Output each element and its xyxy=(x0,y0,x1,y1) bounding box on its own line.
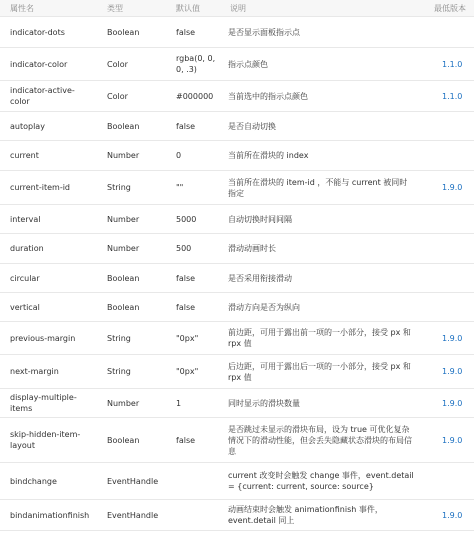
cell-default: false xyxy=(166,418,220,463)
cell-type: Boolean xyxy=(97,264,166,293)
header-description: 说明 xyxy=(220,0,418,17)
cell-min-version xyxy=(418,205,474,234)
cell-min-version: 1.1.0 xyxy=(418,81,474,112)
table-row xyxy=(0,205,474,234)
cell-name: vertical xyxy=(0,293,97,322)
cell-default xyxy=(166,500,220,531)
cell-min-version: 1.9.0 xyxy=(418,171,474,205)
table-body xyxy=(0,17,474,531)
cell-name: bindchange xyxy=(0,463,97,500)
table-row xyxy=(0,171,474,205)
cell-type: String xyxy=(97,171,166,205)
cell-description: 是否自动切换 xyxy=(220,112,418,141)
table-row xyxy=(0,322,474,355)
cell-default: "0px" xyxy=(166,355,220,389)
cell-type: Color xyxy=(97,48,166,81)
table-row xyxy=(0,389,474,418)
cell-name: current-item-id xyxy=(0,171,97,205)
cell-default: #000000 xyxy=(166,81,220,112)
cell-default: "0px" xyxy=(166,322,220,355)
cell-min-version xyxy=(418,141,474,171)
cell-type: Boolean xyxy=(97,112,166,141)
cell-description: 滑动方向是否为纵向 xyxy=(220,293,418,322)
cell-type: Color xyxy=(97,81,166,112)
cell-min-version xyxy=(418,264,474,293)
header-min-version: 最低版本 xyxy=(418,0,474,17)
cell-description: 后边距，可用于露出后一项的一小部分，接受 px 和 rpx 值 xyxy=(220,355,418,389)
cell-min-version: 1.9.0 xyxy=(418,500,474,531)
cell-name: skip-hidden-item-layout xyxy=(0,418,97,463)
cell-default: 1 xyxy=(166,389,220,418)
header-default: 默认值 xyxy=(166,0,220,17)
cell-min-version xyxy=(418,463,474,500)
cell-min-version: 1.9.0 xyxy=(418,322,474,355)
cell-description: 前边距，可用于露出前一项的一小部分，接受 px 和 rpx 值 xyxy=(220,322,418,355)
cell-name: autoplay xyxy=(0,112,97,141)
cell-description: 是否显示面板指示点 xyxy=(220,17,418,48)
cell-default: false xyxy=(166,293,220,322)
cell-default: 0 xyxy=(166,141,220,171)
cell-name: indicator-dots xyxy=(0,17,97,48)
cell-name: current xyxy=(0,141,97,171)
cell-description: 动画结束时会触发 animationfinish 事件，event.detail 同上 xyxy=(220,500,418,531)
cell-default xyxy=(166,463,220,500)
cell-name: previous-margin xyxy=(0,322,97,355)
cell-description: 当前所在滑块的 item-id ，不能与 current 被同时指定 xyxy=(220,171,418,205)
cell-min-version: 1.1.0 xyxy=(418,48,474,81)
table-row xyxy=(0,293,474,322)
cell-default: false xyxy=(166,264,220,293)
cell-min-version: 1.9.0 xyxy=(418,355,474,389)
table-header-row xyxy=(0,0,474,17)
cell-name: duration xyxy=(0,234,97,264)
cell-name: circular xyxy=(0,264,97,293)
cell-description: 自动切换时间间隔 xyxy=(220,205,418,234)
cell-name: display-multiple-items xyxy=(0,389,97,418)
cell-default: rgba(0, 0, 0, .3) xyxy=(166,48,220,81)
cell-min-version: 1.9.0 xyxy=(418,389,474,418)
table-row xyxy=(0,81,474,112)
table-row xyxy=(0,418,474,463)
cell-type: Boolean xyxy=(97,17,166,48)
cell-default: "" xyxy=(166,171,220,205)
table-row xyxy=(0,141,474,171)
table-row xyxy=(0,264,474,293)
cell-default: false xyxy=(166,112,220,141)
cell-description: 当前所在滑块的 index xyxy=(220,141,418,171)
cell-default: 5000 xyxy=(166,205,220,234)
cell-min-version xyxy=(418,17,474,48)
table-row xyxy=(0,112,474,141)
table-row xyxy=(0,463,474,500)
cell-name: next-margin xyxy=(0,355,97,389)
cell-name: interval xyxy=(0,205,97,234)
cell-type: Number xyxy=(97,389,166,418)
cell-type: Boolean xyxy=(97,293,166,322)
cell-description: 当前选中的指示点颜色 xyxy=(220,81,418,112)
cell-description: 是否跳过未显示的滑块布局，设为 true 可优化复杂情况下的滑动性能，但会丢失隐藏状态滑块的布局信息 xyxy=(220,418,418,463)
cell-name: indicator-color xyxy=(0,48,97,81)
cell-min-version xyxy=(418,234,474,264)
cell-type: EventHandle xyxy=(97,500,166,531)
cell-description: current 改变时会触发 change 事件，event.detail = {current: current, source: source} xyxy=(220,463,418,500)
cell-type: String xyxy=(97,355,166,389)
cell-type: EventHandle xyxy=(97,463,166,500)
table-row xyxy=(0,48,474,81)
cell-name: bindanimationfinish xyxy=(0,500,97,531)
cell-description: 同时显示的滑块数量 xyxy=(220,389,418,418)
header-type: 类型 xyxy=(97,0,166,17)
table-row xyxy=(0,17,474,48)
header-name: 属性名 xyxy=(0,0,97,17)
cell-description: 滑动动画时长 xyxy=(220,234,418,264)
cell-type: Boolean xyxy=(97,418,166,463)
cell-default: 500 xyxy=(166,234,220,264)
cell-min-version xyxy=(418,293,474,322)
cell-type: Number xyxy=(97,205,166,234)
cell-name: indicator-active-color xyxy=(0,81,97,112)
cell-description: 指示点颜色 xyxy=(220,48,418,81)
cell-type: String xyxy=(97,322,166,355)
table-row xyxy=(0,234,474,264)
cell-type: Number xyxy=(97,234,166,264)
cell-min-version: 1.9.0 xyxy=(418,418,474,463)
cell-type: Number xyxy=(97,141,166,171)
cell-default: false xyxy=(166,17,220,48)
table-row xyxy=(0,500,474,531)
cell-description: 是否采用衔接滑动 xyxy=(220,264,418,293)
cell-min-version xyxy=(418,112,474,141)
table-row xyxy=(0,355,474,389)
